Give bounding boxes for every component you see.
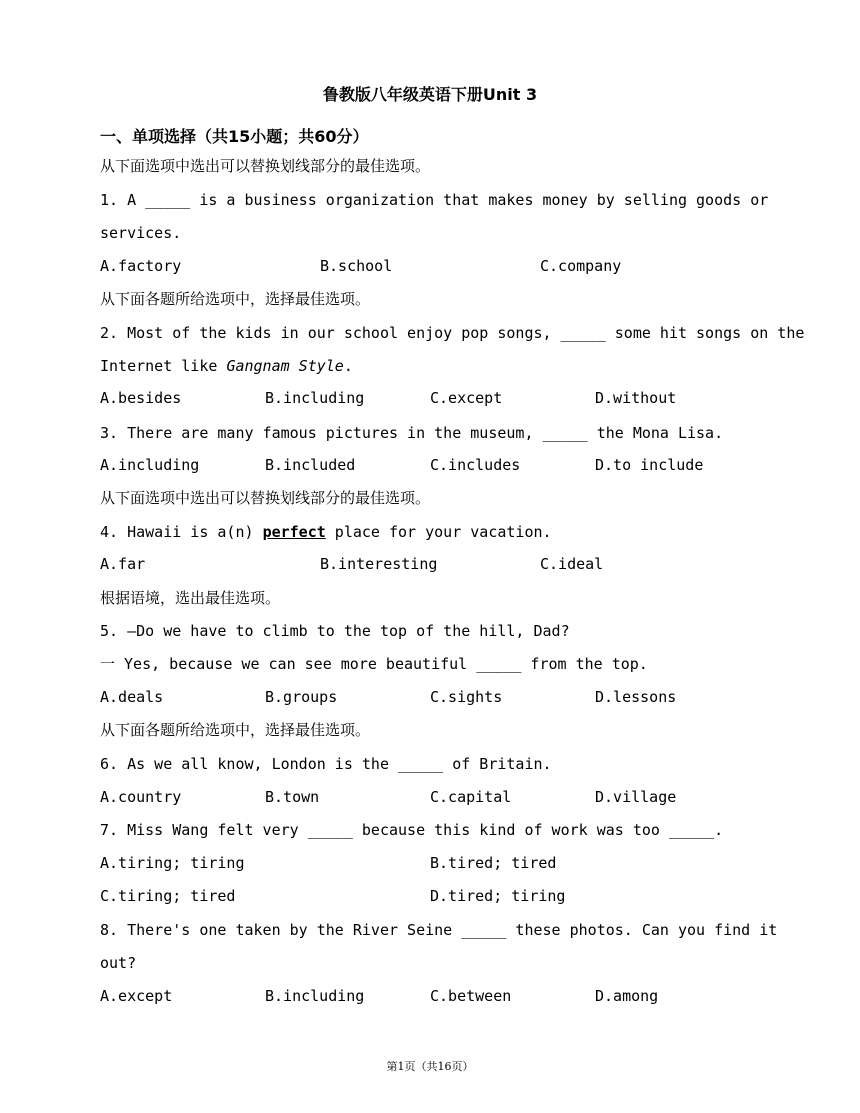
option-b: B.groups — [265, 688, 338, 706]
instruction: 根据语境，选出最佳选项。 — [100, 589, 281, 607]
option-b: B.town — [265, 788, 320, 806]
question-5: 5. —Do we have to climb to the top of the hill, Dad? — [100, 622, 570, 640]
option-d: D.lessons — [595, 688, 677, 706]
option-c: C.capital — [430, 788, 512, 806]
option-d: D.to include — [595, 456, 704, 474]
question-1-continued: services. — [100, 224, 182, 242]
option-d: D.village — [595, 788, 677, 806]
option-c: C.ideal — [540, 555, 604, 573]
question-5-reply: 一 Yes, because we can see more beautiful _____ from the top. — [100, 655, 648, 673]
question-8: 8. There's one taken by the River Seine _____ these photos. Can you find it — [100, 921, 778, 939]
option-b: B.including — [265, 987, 365, 1005]
option-d: D.among — [595, 987, 659, 1005]
option-b: B.including — [265, 389, 365, 407]
song-title: Gangnam Style — [226, 357, 344, 375]
option-b: B.included — [265, 456, 356, 474]
underlined-word: perfect — [262, 523, 326, 541]
option-d: D.tired; tiring — [430, 887, 566, 905]
option-c: C.between — [430, 987, 512, 1005]
question-2-continued — [100, 355, 353, 377]
option-a: A.including — [100, 456, 200, 474]
question-1: 1. A _____ is a business organization that makes money by selling goods or — [100, 191, 769, 209]
page-title: 鲁教版八年级英语下册Unit 3 — [322, 85, 538, 104]
option-d: D.without — [595, 389, 677, 407]
option-c: C.sights — [430, 688, 503, 706]
instruction: 从下面各题所给选项中，选择最佳选项。 — [100, 290, 371, 308]
instruction: 从下面各题所给选项中，选择最佳选项。 — [100, 721, 371, 739]
text: Internet like — [100, 357, 227, 375]
text: 4. Hawaii is a(n) — [100, 523, 263, 541]
option-a: A.except — [100, 987, 173, 1005]
option-a: A.tiring; tiring — [100, 854, 245, 872]
question-7: 7. Miss Wang felt very _____ because this kind of work was too _____. — [100, 821, 724, 839]
instruction: 从下面选项中选出可以替换划线部分的最佳选项。 — [100, 157, 431, 175]
option-c: C.company — [540, 257, 622, 275]
page-footer: 第1页（共16页） — [386, 1060, 474, 1073]
option-b: B.interesting — [320, 555, 438, 573]
question-8-continued: out? — [100, 954, 137, 972]
option-c: C.tiring; tired — [100, 887, 236, 905]
option-b: B.tired; tired — [430, 854, 557, 872]
question-2: 2. Most of the kids in our school enjoy pop songs, _____ some hit songs on the — [100, 324, 805, 342]
section-title: 一、单项选择（共15小题；共60分） — [100, 127, 369, 146]
option-a: A.country — [100, 788, 182, 806]
option-a: A.besides — [100, 389, 182, 407]
option-c: C.includes — [430, 456, 521, 474]
option-b: B.school — [320, 257, 393, 275]
instruction: 从下面选项中选出可以替换划线部分的最佳选项。 — [100, 489, 431, 507]
option-a: A.deals — [100, 688, 164, 706]
question-3: 3. There are many famous pictures in the museum, _____ the Mona Lisa. — [100, 424, 724, 442]
question-4 — [100, 521, 552, 543]
option-c: C.except — [430, 389, 503, 407]
question-6: 6. As we all know, London is the _____ of Britain. — [100, 755, 552, 773]
option-a: A.far — [100, 555, 146, 573]
text: . — [343, 357, 353, 375]
option-a: A.factory — [100, 257, 182, 275]
text: place for your vacation. — [325, 523, 552, 541]
